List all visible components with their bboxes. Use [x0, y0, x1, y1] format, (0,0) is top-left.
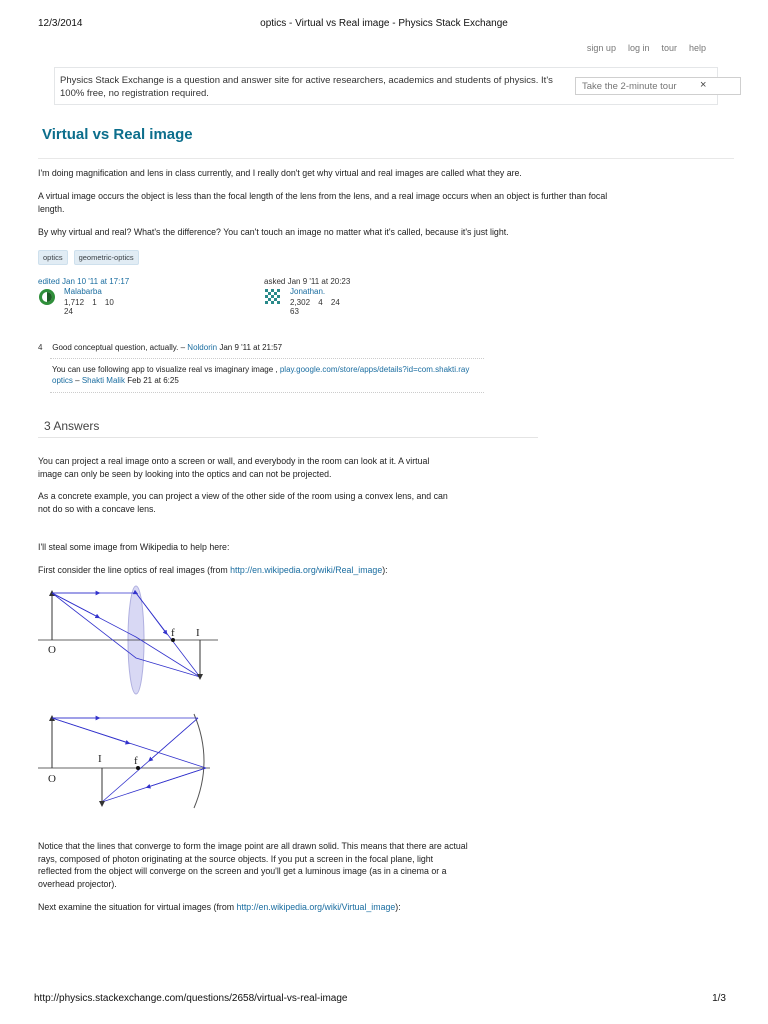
- wikipedia-virtual-image-link[interactable]: http://en.wikipedia.org/wiki/Virtual_image: [236, 902, 396, 912]
- question-paragraph: I'm doing magnification and lens in class currently, and I really don't get why virtual and real images are called what they are.: [38, 168, 522, 178]
- answer-paragraph: [38, 564, 638, 577]
- asker-signature: [264, 277, 351, 316]
- comment: [52, 364, 472, 386]
- tag-list: [38, 250, 139, 265]
- comment-date: Feb 21 at 6:25: [127, 376, 179, 385]
- avatar[interactable]: [264, 288, 282, 306]
- title-divider: [38, 158, 734, 159]
- banner-text: Physics Stack Exchange is a question and answer site for active researchers, academics and students of physics. It's 100% free, no registration required.: [60, 75, 553, 99]
- image-label: I: [98, 753, 102, 765]
- comment-link[interactable]: play.google.com/store/apps/details?id=com.shakti.rayoptics: [52, 365, 470, 385]
- answer-paragraph: You can project a real image onto a screen or wall, and everybody in the room can look at it. A virtual image can only be seen by looking into the optics and can not be projected.: [38, 456, 430, 479]
- avatar[interactable]: [38, 288, 56, 306]
- editor-name[interactable]: Malabarba: [64, 287, 102, 296]
- login-link[interactable]: log in: [627, 43, 650, 53]
- focal-label: f: [134, 755, 138, 767]
- help-link[interactable]: help: [688, 43, 706, 53]
- comment-divider: [50, 392, 484, 393]
- top-nav: [587, 43, 706, 53]
- question-paragraph: By why virtual and real? What's the difference? You can't touch an image no matter what it's called, because it's just light.: [38, 227, 509, 237]
- asker-reputation: 2,302 4 24 63: [290, 298, 340, 316]
- close-icon[interactable]: ×: [700, 79, 707, 91]
- comment-author[interactable]: Noldorin: [187, 343, 218, 352]
- edited-timestamp[interactable]: edited Jan 10 '11 at 17:17: [38, 277, 130, 286]
- signup-link[interactable]: sign up: [586, 43, 616, 53]
- comment-author[interactable]: Shakti Malik: [81, 376, 125, 385]
- comment-score: 4: [38, 343, 43, 352]
- tour-link[interactable]: tour: [661, 43, 677, 53]
- editor-reputation: 1,712 1 10 24: [64, 298, 114, 316]
- comment-date: Jan 9 '11 at 21:57: [219, 343, 283, 352]
- answer-text: ):: [395, 902, 401, 912]
- image-label: I: [196, 627, 200, 639]
- comment-text: You can use following app to visualize real vs imaginary image ,: [52, 365, 278, 374]
- concave-mirror-diagram: [38, 712, 218, 810]
- print-footer-url: http://physics.stackexchange.com/questions/2658/virtual-vs-real-image: [34, 993, 348, 1004]
- comment-dash: –: [75, 376, 80, 385]
- wikipedia-real-image-link[interactable]: http://en.wikipedia.org/wiki/Real_image: [230, 565, 383, 575]
- asked-timestamp: asked Jan 9 '11 at 20:23: [264, 277, 351, 286]
- answer-text: First consider the line optics of real images (from: [38, 565, 231, 575]
- tag-optics[interactable]: optics: [38, 250, 68, 265]
- asker-name[interactable]: Jonathan.: [290, 287, 326, 296]
- print-page-number: 1/3: [712, 993, 726, 1004]
- answer-paragraph: Notice that the lines that converge to form the image point are all drawn solid. This means that there are actual rays, composed of photon originating at the source objects. If you put a screen in the focal plane, light reflected from the object will converge on the screen and you'll get a luminous image (as in a cinema or a overhead projector).: [38, 841, 468, 889]
- answers-count-heading: 3 Answers: [44, 419, 100, 433]
- convex-lens-diagram: [38, 585, 218, 697]
- answer-paragraph: [38, 901, 638, 914]
- object-label: O: [48, 773, 56, 785]
- question-paragraph: A virtual image occurs the object is less than the focal length of the lens from the lens, and a real image occurs when an object is further than focal length.: [38, 191, 608, 214]
- editor-signature: [38, 277, 130, 316]
- print-date: 12/3/2014: [38, 18, 83, 29]
- print-page-title: optics - Virtual vs Real image - Physics Stack Exchange: [260, 18, 508, 29]
- object-label: O: [48, 644, 56, 656]
- answers-divider: [38, 437, 538, 438]
- answer-text: ):: [382, 565, 388, 575]
- answer-paragraph: As a concrete example, you can project a view of the other side of the room using a convex lens, and can not do so with a concave lens.: [38, 491, 448, 514]
- answer-text: Next examine the situation for virtual images (from: [38, 902, 237, 912]
- tag-geometric-optics[interactable]: geometric-optics: [74, 250, 139, 265]
- focal-label: f: [171, 627, 175, 639]
- comment-divider: [50, 358, 484, 359]
- comment: [38, 342, 282, 353]
- welcome-banner: [54, 67, 718, 105]
- tour-button[interactable]: [575, 77, 741, 95]
- question-title[interactable]: Virtual vs Real image: [42, 126, 193, 143]
- answer-paragraph: I'll steal some image from Wikipedia to help here:: [38, 542, 230, 552]
- comment-text: Good conceptual question, actually. –: [52, 343, 186, 352]
